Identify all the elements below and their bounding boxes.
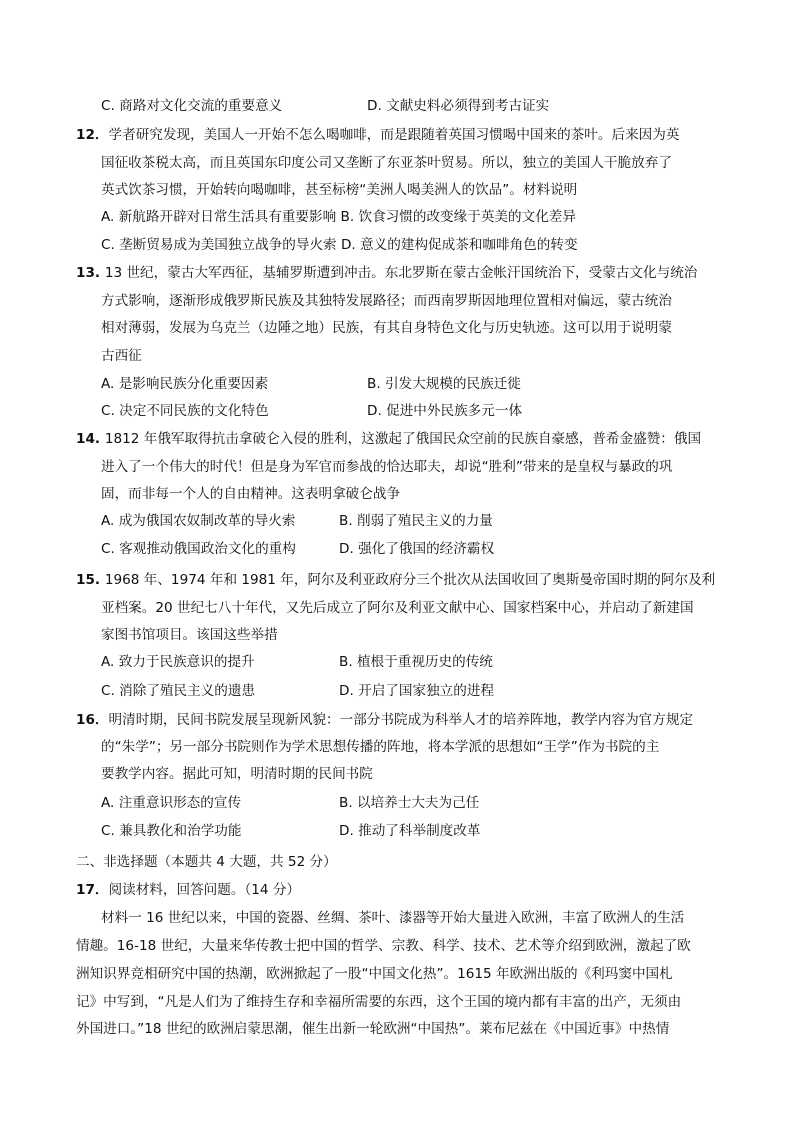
question-number: 16． — [76, 712, 109, 728]
q13-option-b: B. 引发大规模的民族迁徙 — [367, 376, 521, 392]
question-number: 12． — [76, 127, 109, 143]
q16-option-c: C. 兼具教化和治学功能 — [101, 823, 242, 839]
q13-line-4: 古西征 — [101, 348, 142, 364]
section-heading: 二、非选择题（本题共 4 大题，共 52 分） — [76, 854, 337, 870]
q14-line-1 — [76, 429, 701, 449]
question-number: 17． — [76, 882, 109, 898]
question-number: 15. — [76, 572, 105, 588]
q14-line-3: 固，而非每一个人的自由精神。这表明拿破仑战争 — [101, 486, 401, 502]
q12-options-cd: C. 垄断贸易成为美国独立战争的导火索 D. 意义的建构促成茶和咖啡角色的转变 — [101, 237, 578, 253]
question-text: 阅读材料，回答问题。（14 分） — [108, 882, 301, 898]
q12-line-1 — [76, 125, 679, 145]
q15-option-c: C. 消除了殖民主义的遗患 — [101, 683, 256, 699]
question-text: 学者研究发现，美国人一开始不怎么喝咖啡，而是跟随着英国习惯喝中国来的茶叶。后来因为英 — [108, 127, 680, 143]
q16-line-3: 要教学内容。据此可知，明清时期的民间书院 — [101, 766, 373, 782]
q13-line-2: 方式影响，逐渐形成俄罗斯民族及其独特发展路径；而西南罗斯因地理位置相对偏远，蒙古统治 — [101, 293, 672, 309]
question-text: 1812 年俄军取得抗击拿破仑入侵的胜利，这激起了俄国民众空前的民族自豪感，普希金盛赞：俄国 — [104, 431, 702, 447]
material-line-1: 材料一 16 世纪以来，中国的瓷器、丝绸、茶叶、漆器等开始大量进入欧洲，丰富了欧洲人的生活 — [101, 910, 685, 926]
q14-option-c: C. 客观推动俄国政治文化的重构 — [101, 541, 296, 557]
material-line-5: 外国进口。”18 世纪的欧洲启蒙思潮，催生出新一轮欧洲“中国热”。莱布尼兹在《中国近事》中热情 — [76, 1021, 670, 1037]
q14-option-d: D. 强化了俄国的经济霸权 — [339, 541, 495, 557]
q17-line-1 — [76, 880, 300, 900]
q13-option-a: A. 是影响民族分化重要因素 — [101, 376, 269, 392]
q15-option-b: B. 植根于重视历史的传统 — [339, 654, 493, 670]
q16-option-d: D. 推动了科举制度改革 — [339, 823, 481, 839]
q13-line-1 — [76, 263, 697, 283]
q12-line-3: 英式饮茶习惯，开始转向喝咖啡，甚至标榜“美洲人喝美洲人的饮品”。材料说明 — [101, 182, 578, 198]
q11-option-d: D. 文献史料必须得到考古证实 — [367, 98, 550, 114]
q14-option-b: B. 削弱了殖民主义的力量 — [339, 513, 493, 529]
question-text: 13 世纪，蒙古大军西征，基辅罗斯遭到冲击。东北罗斯在蒙古金帐汗国统治下，受蒙古文化与统治 — [104, 265, 698, 281]
question-number: 13. — [76, 265, 105, 281]
question-text: 1968 年、1974 年和 1981 年，阿尔及利亚政府分三个批次从法国收回了奥斯曼帝国时期的阿尔及利 — [104, 572, 716, 588]
question-text: 明清时期，民间书院发展呈现新风貌：一部分书院成为科举人才的培养阵地，教学内容为官方规定 — [108, 712, 694, 728]
q13-option-c: C. 决定不同民族的文化特色 — [101, 403, 269, 419]
q12-options-ab: A. 新航路开辟对日常生活具有重要影响 B. 饮食习惯的改变缘于英美的文化差异 — [101, 209, 576, 225]
q15-line-1 — [76, 570, 715, 590]
q13-option-d: D. 促进中外民族多元一体 — [367, 403, 523, 419]
q13-line-3: 相对薄弱，发展为乌克兰（边陲之地）民族，有其自身特色文化与历史轨迹。这可以用于说明蒙 — [101, 320, 672, 336]
q15-option-a: A. 致力于民族意识的提升 — [101, 654, 255, 670]
q15-line-2: 亚档案。20 世纪七八十年代，又先后成立了阿尔及利亚文献中心、国家档案中心，并启动了新建国 — [101, 600, 694, 616]
q14-line-2: 进入了一个伟大的时代！但是身为军官而参战的恰达耶夫，却说“胜利”带来的是皇权与暴政的巩 — [101, 459, 673, 475]
q11-option-c: C. 商路对文化交流的重要意义 — [101, 98, 283, 114]
q16-option-b: B. 以培养士大夫为己任 — [339, 795, 480, 811]
material-line-4: 记》中写到，“凡是人们为了维持生存和幸福所需要的东西，这个王国的境内都有丰富的出产，无须由 — [76, 994, 682, 1010]
q16-line-1 — [76, 710, 693, 730]
q15-option-d: D. 开启了国家独立的进程 — [339, 683, 495, 699]
q16-option-a: A. 注重意识形态的宣传 — [101, 795, 242, 811]
question-number: 14. — [76, 431, 105, 447]
material-line-3: 洲知识界竞相研究中国的热潮，欧洲掀起了一股“中国文化热”。1615 年欧洲出版的《利玛窦中国札 — [76, 966, 673, 982]
q16-line-2: 的“朱学”；另一部分书院则作为学术思想传播的阵地，将本学派的思想如“王学”作为书院的主 — [101, 739, 660, 755]
q12-line-2: 国征收茶税太高，而且英国东印度公司又垄断了东亚茶叶贸易。所以，独立的美国人干脆放弃了 — [101, 155, 672, 171]
material-line-2: 情趣。16-18 世纪，大量来华传教士把中国的哲学、宗教、科学、技术、艺术等介绍到欧洲，激起了欧 — [76, 938, 691, 954]
q15-line-3: 家图书馆项目。该国这些举措 — [101, 627, 278, 643]
q14-option-a: A. 成为俄国农奴制改革的导火索 — [101, 513, 296, 529]
